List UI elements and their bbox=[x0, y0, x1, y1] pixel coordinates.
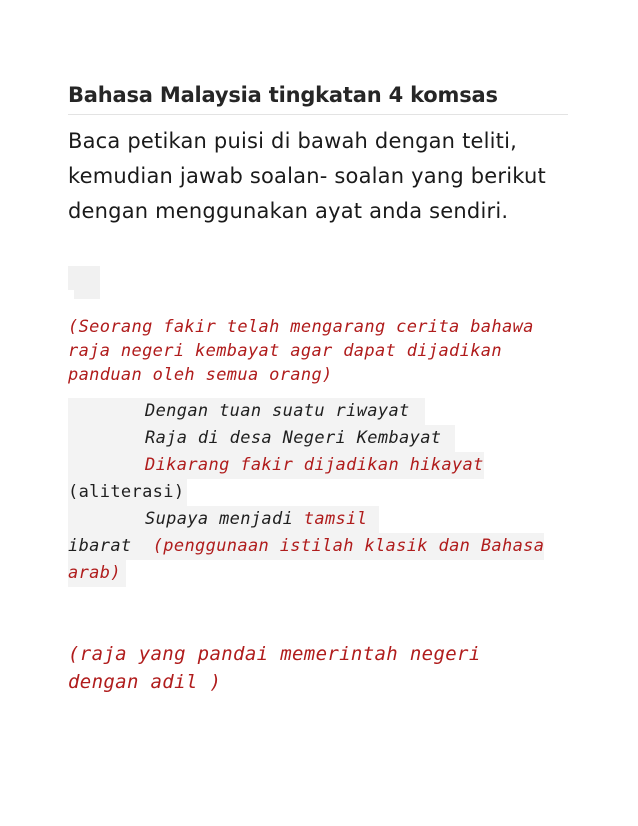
verse-line-3-note bbox=[68, 479, 568, 506]
literary-device-note: (aliterasi) bbox=[68, 479, 187, 506]
verse-line-4-text-c: ibarat bbox=[68, 536, 132, 556]
gray-placeholder-block bbox=[68, 266, 100, 299]
verse-line-1-text: Dengan tuan suatu riwayat bbox=[145, 401, 410, 421]
verse-line-4-note-part: (penggunaan istilah klasik dan Bahasa bbox=[152, 536, 545, 556]
verse-line-4-cont2 bbox=[68, 560, 126, 587]
verse-line-4 bbox=[68, 506, 379, 533]
verse-line-3 bbox=[68, 452, 484, 479]
instruction-text: Baca petikan puisi di bawah dengan teliti, kemudian jawab soalan- soalan yang berikut dengan menggunakan ayat anda sendiri. bbox=[68, 129, 546, 223]
verse-line-1 bbox=[68, 398, 425, 425]
poem-verse bbox=[68, 398, 568, 587]
title-divider bbox=[68, 114, 568, 115]
document-title: Bahasa Malaysia tingkatan 4 komsas bbox=[68, 83, 498, 107]
verse-line-2 bbox=[68, 425, 455, 452]
intro-note: (Seorang fakir telah mengarang cerita bahawa raja negeri kembayat agar dapat dijadikan panduan oleh semua orang) bbox=[68, 317, 534, 385]
closing-note: (raja yang pandai memerintah negeri dengan adil ) bbox=[68, 643, 481, 693]
verse-line-4-text-b: tamsil bbox=[303, 509, 368, 529]
verse-line-4-note-end: arab) bbox=[68, 563, 121, 583]
verse-line-2-text: Raja di desa Negeri Kembayat bbox=[145, 428, 442, 448]
verse-line-4-text-a: Supaya menjadi bbox=[145, 509, 294, 529]
verse-line-4-cont bbox=[68, 533, 544, 560]
verse-line-3-text: Dikarang fakir dijadikan hikayat bbox=[145, 455, 484, 475]
